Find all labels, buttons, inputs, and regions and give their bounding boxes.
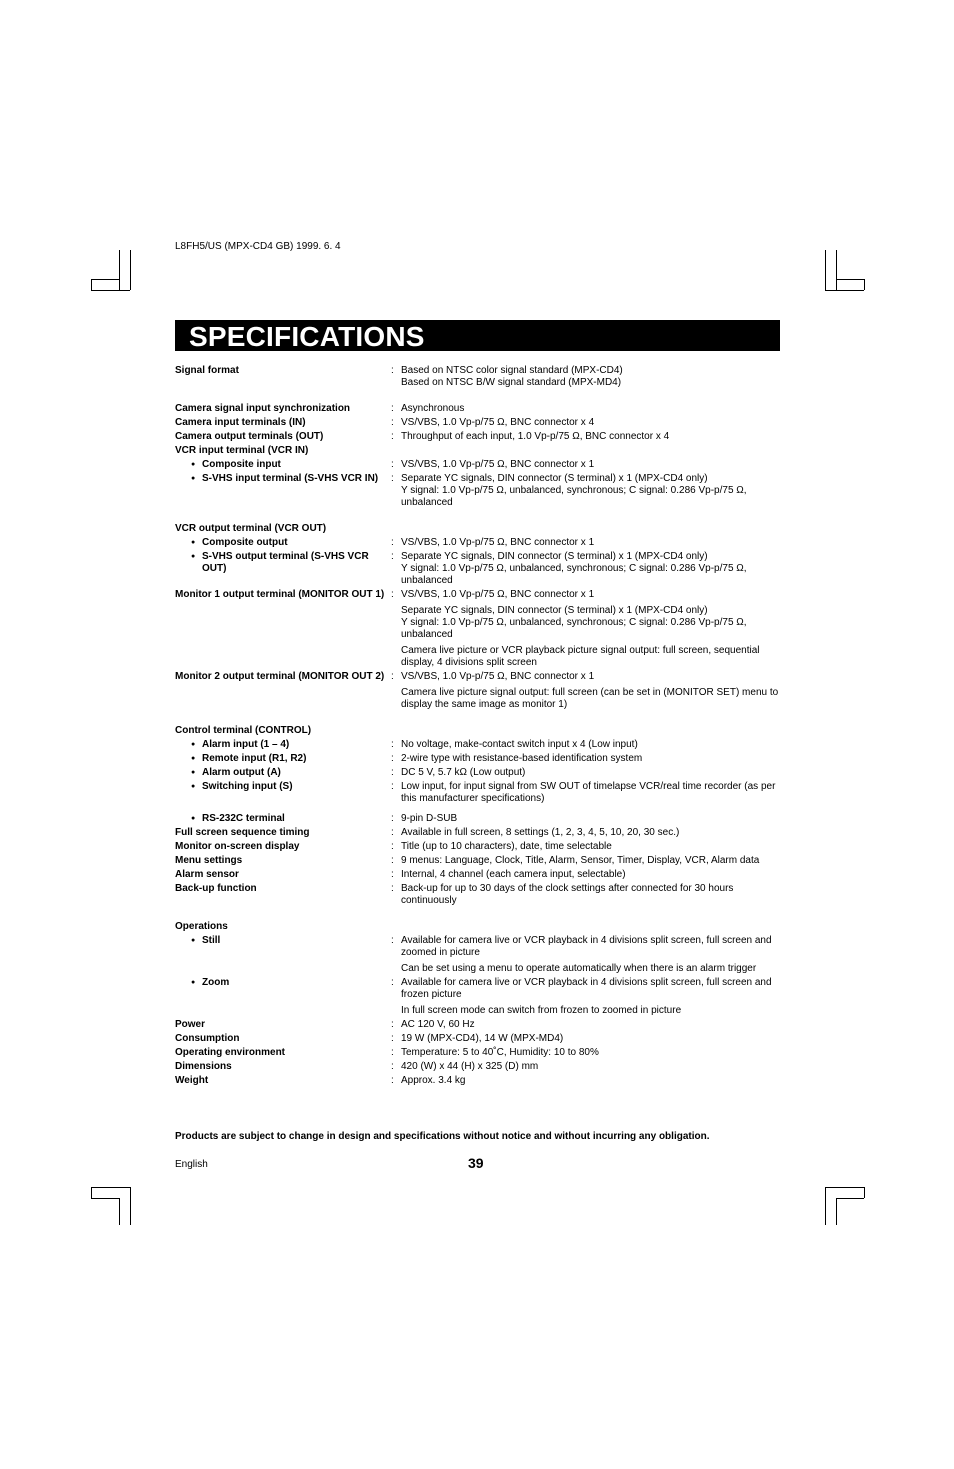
spec-value — [401, 671, 780, 711]
spec-colon: : — [391, 473, 394, 484]
spec-label: Full screen sequence timing — [175, 827, 310, 838]
spec-value — [401, 1033, 780, 1045]
spec-label — [175, 459, 391, 471]
disclaimer-notice: Products are subject to change in design and specifications without notice and without incurring any obligation. — [175, 1131, 710, 1142]
spec-colon: : — [391, 841, 394, 852]
crop-mark — [130, 1187, 131, 1225]
spec-label: Operating environment — [175, 1047, 286, 1058]
spec-row — [175, 1061, 780, 1073]
spec-colon: : — [391, 365, 394, 376]
spec-value — [401, 725, 780, 737]
spec-value — [401, 883, 780, 907]
spec-value-line: Available for camera live or VCR playback in 4 divisions split screen, full screen and frozen picture — [401, 977, 772, 1000]
language-label: English — [175, 1159, 208, 1170]
spec-label: Monitor on-screen display — [175, 841, 300, 852]
spec-value — [401, 365, 780, 389]
spec-value-line: 2-wire type with resistance-based identification system — [401, 753, 643, 764]
spec-value — [401, 753, 780, 765]
spec-colon: : — [391, 813, 394, 824]
spec-value — [401, 431, 780, 443]
spec-colon — [391, 725, 401, 737]
spec-colon: : — [391, 869, 394, 880]
spec-label: VCR input terminal (VCR IN) — [175, 445, 309, 456]
spec-row — [175, 403, 780, 415]
spec-colon: : — [391, 935, 394, 946]
spec-colon: : — [391, 417, 394, 428]
spec-label — [175, 935, 391, 975]
page-number: 39 — [468, 1155, 484, 1171]
spec-label: Weight — [175, 1075, 209, 1086]
spec-row — [175, 671, 780, 711]
spec-row — [175, 781, 780, 805]
spec-label-text: ● Composite output — [202, 537, 288, 548]
spec-label-text: ● Switching input (S) — [202, 781, 293, 792]
spec-colon: : — [391, 1061, 394, 1072]
spec-value-line: VS/VBS, 1.0 Vp-p/75 Ω, BNC connector x 1 — [401, 537, 595, 548]
spec-value-line: No voltage, make-contact switch input x 4 (Low input) — [401, 739, 638, 750]
crop-mark — [130, 250, 131, 290]
title-bar — [175, 320, 780, 351]
spec-value — [401, 589, 780, 669]
spec-row — [175, 1033, 780, 1045]
spec-row — [175, 417, 780, 429]
spec-value — [401, 977, 780, 1017]
crop-mark — [825, 290, 864, 291]
spec-value — [401, 403, 780, 415]
spec-value — [401, 1047, 780, 1059]
spec-label: Control terminal (CONTROL) — [175, 725, 312, 736]
spec-colon: : — [391, 827, 394, 838]
spec-label: Camera output terminals (OUT) — [175, 431, 324, 442]
spec-value-line: DC 5 V, 5.7 kΩ (Low output) — [401, 767, 526, 778]
spec-label-text: ● RS-232C terminal — [202, 813, 285, 824]
spec-row — [175, 1019, 780, 1031]
spec-row — [175, 827, 780, 839]
spec-colon — [391, 523, 401, 535]
spec-label — [175, 813, 391, 825]
spec-colon: : — [391, 753, 394, 764]
spec-value-line: Separate YC signals, DIN connector (S terminal) x 1 (MPX-CD4 only) — [401, 605, 708, 616]
spec-row — [175, 431, 780, 443]
spec-value-line: VS/VBS, 1.0 Vp-p/75 Ω, BNC connector x 1 — [401, 671, 595, 682]
spec-value — [401, 1075, 780, 1087]
spec-value-line: Low input, for input signal from SW OUT of timelapse VCR/real time recorder (as per this manufacturer specifications) — [401, 781, 776, 804]
spec-label-text: ● Alarm input (1 – 4) — [202, 739, 290, 750]
spec-row — [175, 935, 780, 975]
spec-row — [175, 725, 780, 737]
spec-value-line: Y signal: 1.0 Vp-p/75 Ω, unbalanced, synchronous; C signal: 0.286 Vp-p/75 Ω, unbalanced — [401, 617, 747, 640]
crop-mark — [864, 279, 865, 290]
spec-label: Power — [175, 1019, 206, 1030]
spec-value — [401, 537, 780, 549]
spec-colon: : — [391, 459, 394, 470]
spec-value-line: Separate YC signals, DIN connector (S terminal) x 1 (MPX-CD4 only) — [401, 551, 708, 562]
spec-label — [175, 739, 391, 751]
spec-colon: : — [391, 551, 394, 562]
spec-label: Monitor 1 output terminal (MONITOR OUT 1) — [175, 589, 385, 600]
spec-value-line: Separate YC signals, DIN connector (S terminal) x 1 (MPX-CD4 only) — [401, 473, 708, 484]
spec-value-line: Asynchronous — [401, 403, 465, 414]
spec-colon: : — [391, 589, 394, 600]
spec-value-line: In full screen mode can switch from frozen to zoomed in picture — [401, 1005, 682, 1016]
spec-value — [401, 417, 780, 429]
spec-value-line: Y signal: 1.0 Vp-p/75 Ω, unbalanced, synchronous; C signal: 0.286 Vp-p/75 Ω, unbalanced — [401, 485, 747, 508]
spec-row — [175, 1047, 780, 1059]
spec-label-text: ● S-VHS output terminal (S-VHS VCR OUT) — [202, 551, 369, 574]
spec-value — [401, 935, 780, 975]
spec-colon: : — [391, 781, 394, 792]
spec-value — [401, 445, 780, 457]
spec-row — [175, 855, 780, 867]
spec-label-text: ● Composite input — [202, 459, 281, 470]
spec-label-text: ● Zoom — [202, 977, 230, 988]
spec-label: Operations — [175, 921, 228, 932]
spec-row — [175, 551, 780, 587]
spec-label — [175, 977, 391, 1017]
spec-label: Consumption — [175, 1033, 240, 1044]
spec-value-line: Internal, 4 channel (each camera input, selectable) — [401, 869, 626, 880]
spec-row — [175, 813, 780, 825]
spec-row — [175, 1075, 780, 1087]
crop-mark — [91, 290, 130, 291]
specifications-list — [175, 365, 780, 1089]
spec-colon: : — [391, 767, 394, 778]
spec-row — [175, 523, 780, 535]
spec-value-line: AC 120 V, 60 Hz — [401, 1019, 475, 1030]
spec-label-text: ● Alarm output (A) — [202, 767, 281, 778]
spec-value — [401, 781, 780, 805]
spec-value-line: 420 (W) x 44 (H) x 325 (D) mm — [401, 1061, 539, 1072]
spec-value-line: Title (up to 10 characters), date, time selectable — [401, 841, 612, 852]
spec-colon: : — [391, 739, 394, 750]
spec-colon: : — [391, 1033, 394, 1044]
spec-row — [175, 883, 780, 907]
spec-colon: : — [391, 883, 394, 894]
spec-value — [401, 921, 780, 933]
spec-value — [401, 551, 780, 587]
spec-colon: : — [391, 1075, 394, 1086]
spec-label: Signal format — [175, 365, 239, 376]
spec-label: Camera signal input synchronization — [175, 403, 351, 414]
spec-colon: : — [391, 855, 394, 866]
spec-label-text: ● S-VHS input terminal (S-VHS VCR IN) — [202, 473, 379, 484]
spec-value-line: VS/VBS, 1.0 Vp-p/75 Ω, BNC connector x 1 — [401, 459, 595, 470]
spec-colon: : — [391, 537, 394, 548]
spec-label: Menu settings — [175, 855, 243, 866]
spec-colon: : — [391, 403, 394, 414]
spec-value-line: Camera live picture signal output: full screen (can be set in (MONITOR SET) menu to display the same image as monitor 1) — [401, 687, 779, 710]
crop-mark — [91, 279, 92, 290]
spec-value-line: VS/VBS, 1.0 Vp-p/75 Ω, BNC connector x 4 — [401, 417, 595, 428]
crop-mark — [119, 250, 120, 290]
spec-row — [175, 365, 780, 389]
spec-label: Camera input terminals (IN) — [175, 417, 306, 428]
spec-row — [175, 841, 780, 853]
spec-row — [175, 869, 780, 881]
spec-row — [175, 767, 780, 779]
spec-value — [401, 459, 780, 471]
spec-value-line: Based on NTSC color signal standard (MPX-CD4) — [401, 365, 623, 376]
spec-value — [401, 1061, 780, 1073]
spec-value-line: 9-pin D-SUB — [401, 813, 458, 824]
spec-colon: : — [391, 977, 394, 988]
crop-mark — [91, 1187, 92, 1198]
spec-value — [401, 855, 780, 867]
spec-value — [401, 523, 780, 535]
crop-mark — [825, 1187, 826, 1225]
spec-colon: : — [391, 1047, 394, 1058]
spec-value-line: 19 W (MPX-CD4), 14 W (MPX-MD4) — [401, 1033, 564, 1044]
spec-value — [401, 841, 780, 853]
spec-row — [175, 921, 780, 933]
spec-value-line: Temperature: 5 to 40˚C, Humidity: 10 to 80% — [401, 1047, 599, 1058]
crop-mark — [825, 1187, 864, 1188]
spec-value-line: Back-up for up to 30 days of the clock settings after connected for 30 hours continuously — [401, 883, 734, 906]
spec-colon: : — [391, 671, 394, 682]
spec-row — [175, 589, 780, 669]
spec-label — [175, 753, 391, 765]
spec-label-text: ● Remote input (R1, R2) — [202, 753, 307, 764]
spec-label — [175, 473, 391, 509]
spec-value — [401, 739, 780, 751]
spec-row — [175, 445, 780, 457]
spec-value — [401, 827, 780, 839]
spec-value-line: Approx. 3.4 kg — [401, 1075, 466, 1086]
spec-value-line: Throughput of each input, 1.0 Vp-p/75 Ω, BNC connector x 4 — [401, 431, 670, 442]
spec-value-line: 9 menus: Language, Clock, Title, Alarm, Sensor, Timer, Display, VCR, Alarm data — [401, 855, 760, 866]
spec-label — [175, 767, 391, 779]
crop-mark — [836, 279, 864, 280]
spec-colon — [391, 921, 401, 933]
spec-value — [401, 473, 780, 509]
spec-value-line: Based on NTSC B/W signal standard (MPX-MD4) — [401, 377, 622, 388]
spec-label: Alarm sensor — [175, 869, 239, 880]
spec-row — [175, 977, 780, 1017]
spec-row — [175, 739, 780, 751]
spec-value — [401, 1019, 780, 1031]
spec-value-line: Can be set using a menu to operate automatically when there is an alarm trigger — [401, 963, 757, 974]
spec-value-line: Y signal: 1.0 Vp-p/75 Ω, unbalanced, synchronous; C signal: 0.286 Vp-p/75 Ω, unbalanced — [401, 563, 747, 586]
spec-label — [175, 537, 391, 549]
spec-label: Dimensions — [175, 1061, 232, 1072]
spec-value-line: VS/VBS, 1.0 Vp-p/75 Ω, BNC connector x 1 — [401, 589, 595, 600]
spec-value-line: Available for camera live or VCR playback in 4 divisions split screen, full screen and zoomed in picture — [401, 935, 772, 958]
crop-mark — [836, 1198, 837, 1225]
crop-mark — [91, 1187, 130, 1188]
spec-label — [175, 551, 391, 587]
spec-label: Monitor 2 output terminal (MONITOR OUT 2) — [175, 671, 385, 682]
spec-value — [401, 813, 780, 825]
spec-row — [175, 473, 780, 509]
spec-value-line: Camera live picture or VCR playback picture signal output: full screen, sequential display, 4 divisions split screen — [401, 645, 760, 668]
spec-row — [175, 459, 780, 471]
crop-mark — [825, 250, 826, 290]
crop-mark — [864, 1187, 865, 1198]
crop-mark — [836, 1198, 864, 1199]
spec-label: Back-up function — [175, 883, 257, 894]
spec-colon — [391, 445, 401, 457]
crop-mark — [91, 1198, 119, 1199]
crop-mark — [91, 279, 119, 280]
spec-value-line: Available in full screen, 8 settings (1, 2, 3, 4, 5, 10, 20, 30 sec.) — [401, 827, 680, 838]
spec-row — [175, 537, 780, 549]
spec-value — [401, 767, 780, 779]
spec-colon: : — [391, 431, 394, 442]
spec-label-text: ● Still — [202, 935, 221, 946]
document-code: L8FH5/US (MPX-CD4 GB) 1999. 6. 4 — [175, 241, 341, 252]
page-title: SPECIFICATIONS — [189, 321, 425, 352]
spec-label: VCR output terminal (VCR OUT) — [175, 523, 327, 534]
spec-label — [175, 781, 391, 805]
crop-mark — [836, 250, 837, 290]
spec-row — [175, 753, 780, 765]
spec-colon: : — [391, 1019, 394, 1030]
crop-mark — [119, 1198, 120, 1225]
spec-value — [401, 869, 780, 881]
